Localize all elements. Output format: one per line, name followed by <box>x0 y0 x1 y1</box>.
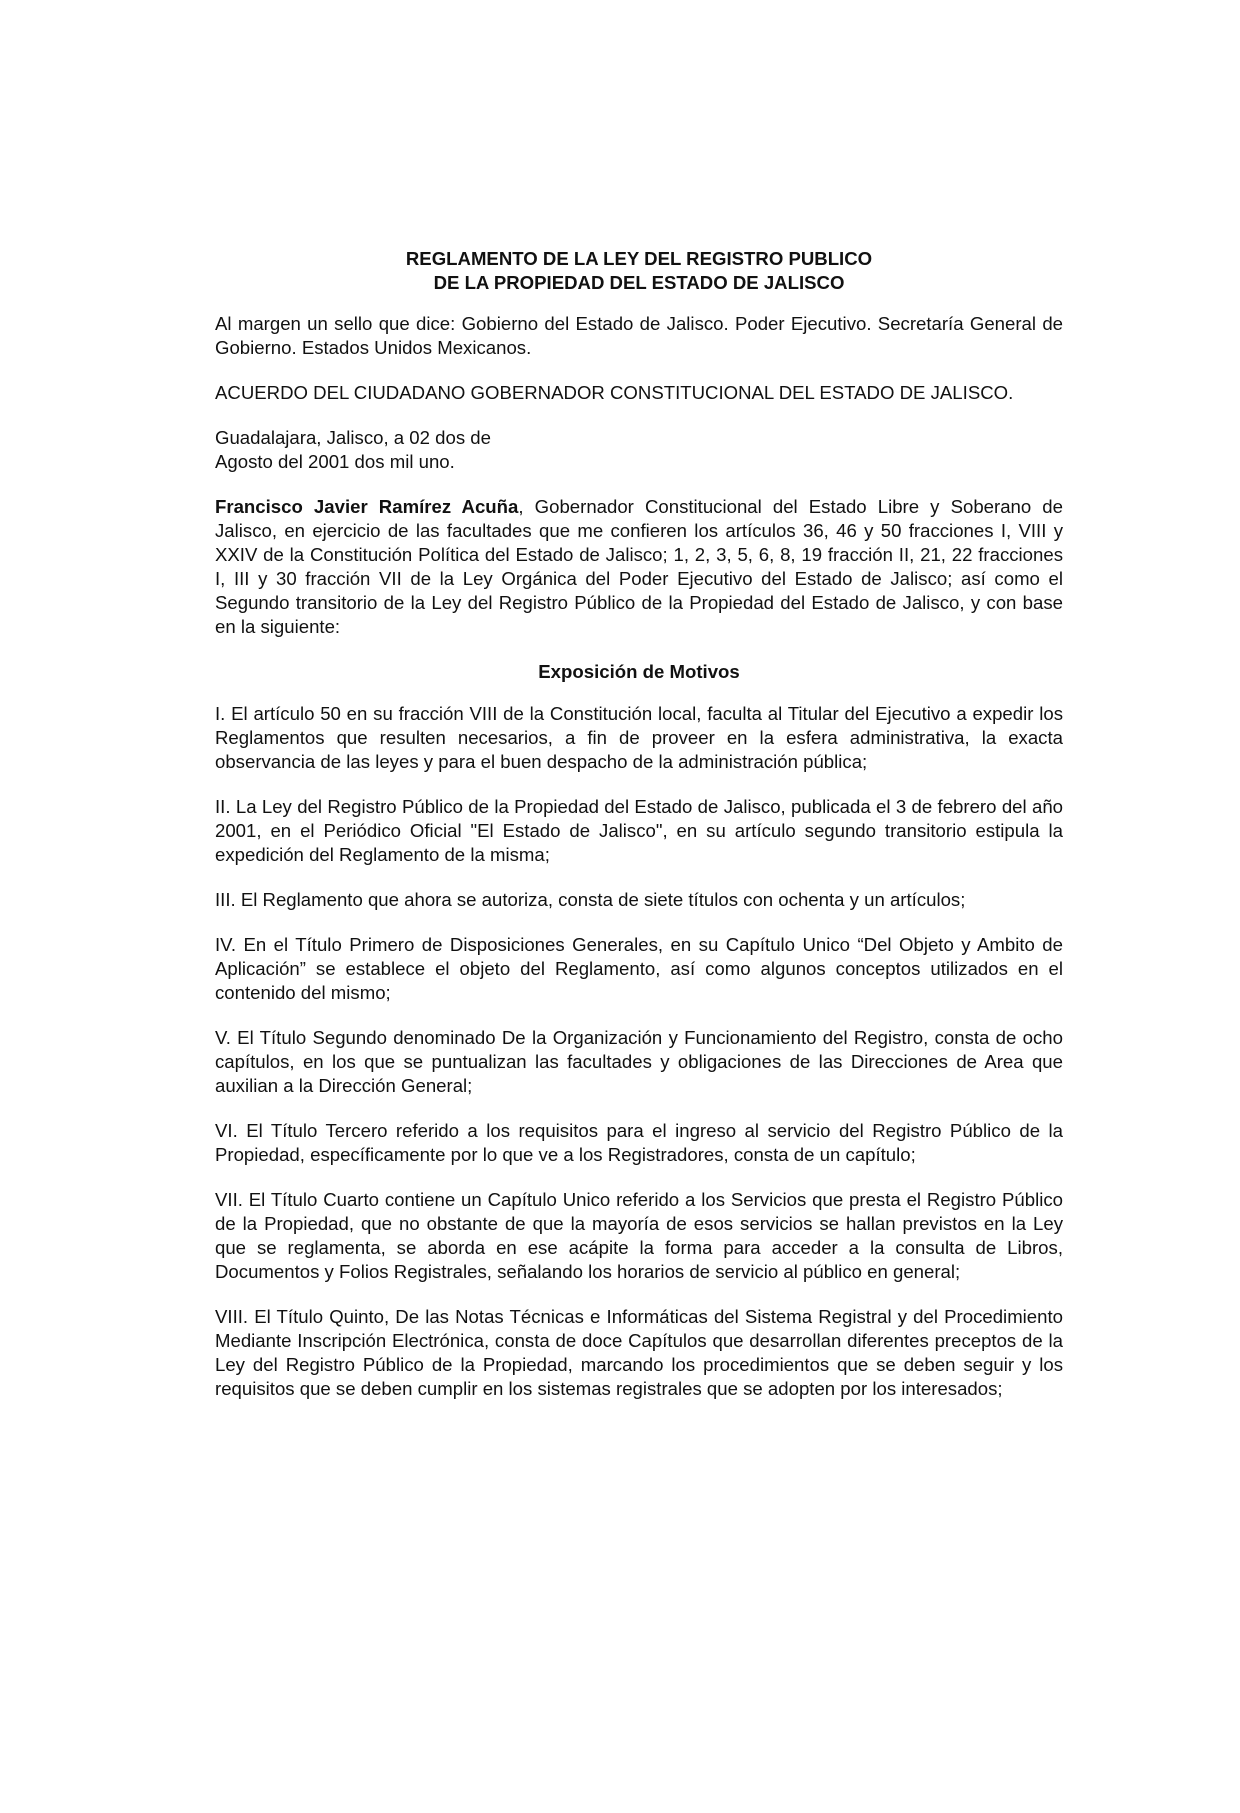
date-paragraph <box>215 426 1063 474</box>
motive-paragraph-2: II. La Ley del Registro Público de la Propiedad del Estado de Jalisco, publicada el 3 de febrero del año 2001, en el Periódico Oficial "El Estado de Jalisco", en su artículo segundo transitorio estipula la expedición del Reglamento de la misma; <box>215 796 1063 865</box>
governor-paragraph <box>215 495 1063 639</box>
title-line-1: REGLAMENTO DE LA LEY DEL REGISTRO PUBLICO <box>405 248 873 269</box>
date-line-2: Agosto del 2001 dos mil uno. <box>215 451 455 472</box>
document-page <box>215 247 1063 1422</box>
title-line-2: DE LA PROPIEDAD DEL ESTADO DE JALISCO <box>433 272 845 293</box>
motive-paragraph-3: III. El Reglamento que ahora se autoriza, consta de siete títulos con ochenta y un artículos; <box>215 889 966 910</box>
document-title <box>215 247 1063 295</box>
agreement-paragraph: ACUERDO DEL CIUDADANO GOBERNADOR CONSTITUCIONAL DEL ESTADO DE JALISCO. <box>215 382 1014 403</box>
margin-seal-paragraph: Al margen un sello que dice: Gobierno del Estado de Jalisco. Poder Ejecutivo. Secretaría General de Gobierno. Estados Unidos Mexicanos. <box>215 313 1063 358</box>
motive-paragraph-6: VI. El Título Tercero referido a los requisitos para el ingreso al servicio del Registro Público de la Propiedad, específicamente por lo que ve a los Registradores, consta de un capítulo; <box>215 1120 1063 1165</box>
governor-name: Francisco Javier Ramírez Acuña <box>215 496 519 517</box>
section-heading: Exposición de Motivos <box>538 661 740 682</box>
motive-paragraph-8: VIII. El Título Quinto, De las Notas Técnicas e Informáticas del Sistema Registral y del Procedimiento Mediante Inscripción Electrónica, consta de doce Capítulos que desarrollan diferentes preceptos de la Ley del Registro Público de la Propiedad, marcando los procedimientos que se deben seguir y los requisitos que se deben cumplir en los sistemas registrales que se adopten por los interesados; <box>215 1306 1063 1399</box>
motive-paragraph-5: V. El Título Segundo denominado De la Organización y Funcionamiento del Registro, consta de ocho capítulos, en los que se puntualizan las facultades y obligaciones de las Direcciones de Area que auxilian a la Dirección General; <box>215 1027 1063 1096</box>
governor-text: , Gobernador Constitucional del Estado Libre y Soberano de Jalisco, en ejercicio de las facultades que me confieren los artículos 36, 46 y 50 fracciones I, VIII y XXIV de la Constitución Política del Estado de Jalisco; 1, 2, 3, 5, 6, 8, 19 fracción II, 21, 22 fracciones I, III y 30 fracción VII de la Ley Orgánica del Poder Ejecutivo del Estado de Jalisco; así como el Segundo transitorio de la Ley del Registro Público de la Propiedad del Estado de Jalisco, y con base en la siguiente: <box>215 496 1063 637</box>
motive-paragraph-4: IV. En el Título Primero de Disposiciones Generales, en su Capítulo Unico “Del Objeto y Ambito de Aplicación” se establece el objeto del Reglamento, así como algunos conceptos utilizados en el contenido del mismo; <box>215 934 1063 1003</box>
motive-paragraph-1: I. El artículo 50 en su fracción VIII de la Constitución local, faculta al Titular del Ejecutivo a expedir los Reglamentos que resulten necesarios, a fin de proveer en la esfera administrativa, la exacta observancia de las leyes y para el buen despacho de la administración pública; <box>215 703 1063 772</box>
motive-paragraph-7: VII. El Título Cuarto contiene un Capítulo Unico referido a los Servicios que presta el Registro Público de la Propiedad, que no obstante de que la mayoría de esos servicios se hallan previstos en la Ley que se reglamenta, se aborda en ese acápite la forma para acceder a la consulta de Libros, Documentos y Folios Registrales, señalando los horarios de servicio al público en general; <box>215 1189 1063 1282</box>
date-line-1: Guadalajara, Jalisco, a 02 dos de <box>215 427 491 448</box>
